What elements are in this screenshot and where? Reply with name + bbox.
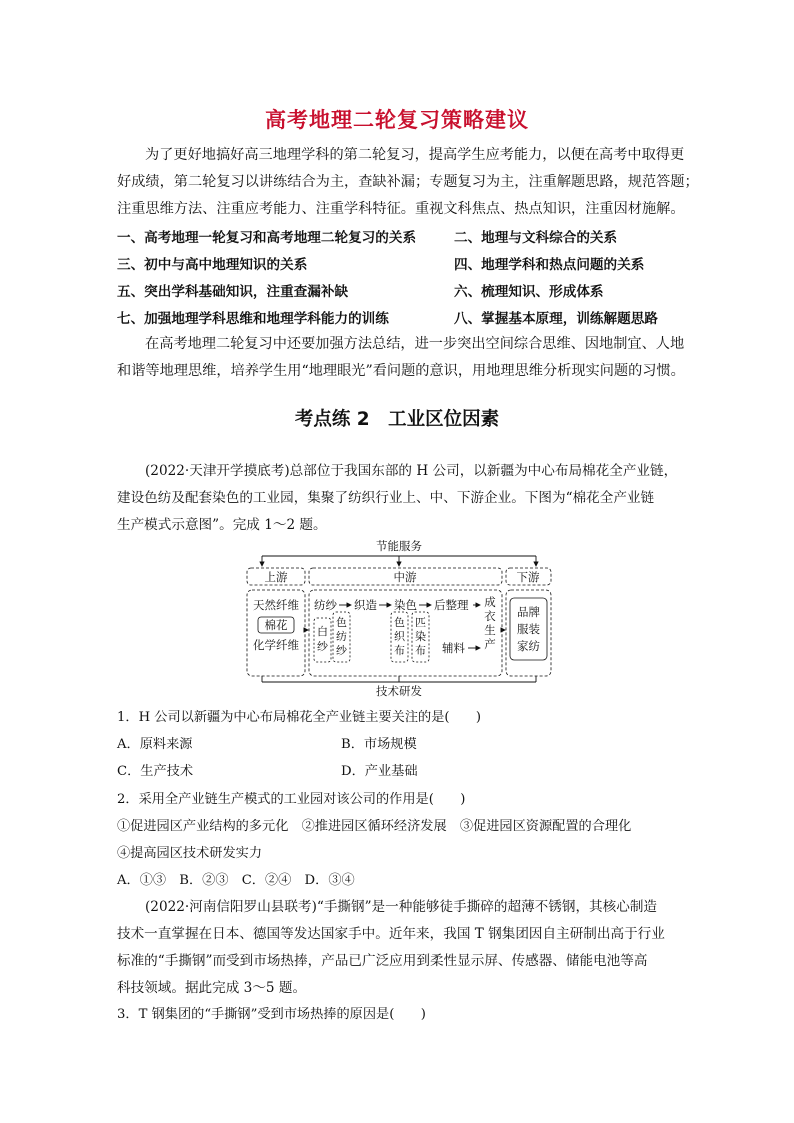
- diagram-downstream: 下游: [516, 570, 540, 584]
- section-3: 三、初中与高中地理知识的关系: [117, 257, 308, 273]
- diagram-weave: 织造: [354, 598, 377, 612]
- diagram-dyed-cloth-3: 布: [415, 644, 426, 657]
- exercise-title: 考点练 2 工业区位因素: [294, 409, 500, 430]
- section-5: 五、突出学科基础知识，注重查漏补缺: [117, 284, 349, 300]
- section-1: 一、高考地理一轮复习和高考地理二轮复习的关系: [117, 230, 417, 246]
- diagram-dyed-cloth-2: 染: [415, 630, 426, 643]
- diagram-upstream: 上游: [264, 570, 288, 584]
- summary-line-1: 在高考地理二轮复习中还要加强方法总结，进一步突出空间综合思维、因地制宜、人地: [145, 336, 685, 352]
- diagram-midstream: 中游: [393, 570, 417, 584]
- section-2: 二、地理与文科综合的关系: [454, 230, 618, 246]
- q2-items-2: ④提高园区技术研发实力: [117, 846, 263, 861]
- diagram-color-yarn-1: 色: [336, 616, 347, 629]
- intro-line-1: 为了更好地搞好高三地理学科的第二轮复习，提高学生应考能力，以便在高考中取得更: [145, 147, 685, 163]
- diagram-garment-4: 产: [484, 637, 496, 651]
- diagram-top-label: 节能服务: [376, 539, 422, 553]
- q2-options[interactable]: A．①③ B．②③ C．②④ D．③④: [117, 873, 355, 888]
- q2-items-1: ①促进园区产业结构的多元化 ②推进园区循环经济发展 ③促进园区资源配置的合理化: [117, 819, 632, 834]
- diagram-garment-2: 衣: [484, 609, 496, 623]
- page-title: 高考地理二轮复习策略建议: [265, 108, 529, 132]
- diagram-cotton: 棉花: [264, 618, 288, 632]
- diagram-brand-2: 服装: [517, 622, 540, 636]
- summary-line-2: 和谐等地理思维，培养学生用“地理眼光”看问题的意识，用地理思维分析现实问题的习惯。: [117, 363, 685, 379]
- section-8: 八、掌握基本原理，训练解题思路: [454, 311, 658, 327]
- stem2-line-1: (2022·河南信阳罗山县联考)“手撕钢”是一种能够徒手撕碎的超薄不锈钢，其核心制造: [145, 899, 658, 915]
- diagram-color-cloth-1: 色: [394, 616, 405, 629]
- stem2-line-4: 科技领域。据此完成 3～5 题。: [117, 980, 307, 996]
- q1-option-d[interactable]: D．产业基础: [341, 764, 418, 779]
- stem1-line-2: 建设色纺及配套染色的工业园，集聚了纺织行业上、中、下游企业。下图为“棉花全产业链: [117, 490, 655, 506]
- section-6: 六、梳理知识、形成体系: [454, 284, 604, 300]
- cotton-industry-chain-diagram: [244, 536, 554, 698]
- diagram-brand-1: 品牌: [517, 605, 540, 619]
- diagram-brand-3: 家纺: [517, 639, 540, 653]
- diagram-color-cloth-2: 织: [394, 630, 405, 643]
- diagram-spin: 纺纱: [314, 598, 337, 612]
- stem1-line-1: (2022·天津开学摸底考)总部位于我国东部的 H 公司，以新疆为中心布局棉花全产业链，: [145, 463, 678, 479]
- diagram-natural-fiber: 天然纤维: [253, 598, 299, 612]
- diagram-white-yarn-2: 纱: [317, 640, 328, 653]
- stem1-line-3: 生产模式示意图”。完成 1～2 题。: [117, 517, 327, 533]
- diagram-color-yarn-3: 纱: [336, 644, 347, 657]
- q1-option-a[interactable]: A．原料来源: [117, 737, 193, 752]
- diagram-bottom-label: 技术研发: [376, 684, 422, 698]
- q3-text: 3．T 钢集团的“手撕钢”受到市场热捧的原因是( ): [117, 1007, 426, 1022]
- diagram-dyed-cloth-1: 匹: [415, 616, 426, 629]
- diagram-dye: 染色: [394, 598, 417, 612]
- stem2-line-3: 标准的“手撕钢”而受到市场热捧，产品已广泛应用到柔性显示屏、传感器、储能电池等高: [117, 953, 648, 969]
- diagram-accessories: 辅料: [442, 641, 465, 655]
- q1-text: 1．H 公司以新疆为中心布局棉花全产业链主要关注的是( ): [117, 710, 482, 725]
- diagram-white-yarn-1: 白: [317, 625, 328, 638]
- diagram-color-cloth-3: 布: [394, 644, 405, 657]
- q1-option-b[interactable]: B．市场规模: [341, 737, 417, 752]
- diagram-garment-3: 生: [484, 623, 496, 637]
- section-4: 四、地理学科和热点问题的关系: [454, 257, 645, 273]
- diagram-color-yarn-2: 纺: [336, 630, 347, 643]
- diagram-garment-1: 成: [484, 595, 496, 609]
- intro-line-3: 注重思维方法、注重应考能力、注重学科特征。重视文科焦点、热点知识，注重因材施解。: [117, 201, 685, 217]
- section-7: 七、加强地理学科思维和地理学科能力的训练: [117, 311, 389, 327]
- diagram-finish: 后整理: [434, 598, 469, 612]
- intro-line-2: 好成绩，第二轮复习以讲练结合为主，查缺补漏；专题复习为主，注重解题思路，规范答题；: [117, 174, 699, 190]
- stem2-line-2: 技术一直掌握在日本、德国等发达国家手中。近年来，我国 T 钢集团因自主研制出高于行业: [117, 926, 665, 942]
- q2-text: 2．采用全产业链生产模式的工业园对该公司的作用是( ): [117, 792, 466, 807]
- q1-option-c[interactable]: C．生产技术: [117, 764, 194, 779]
- diagram-chemical-fiber: 化学纤维: [253, 638, 299, 652]
